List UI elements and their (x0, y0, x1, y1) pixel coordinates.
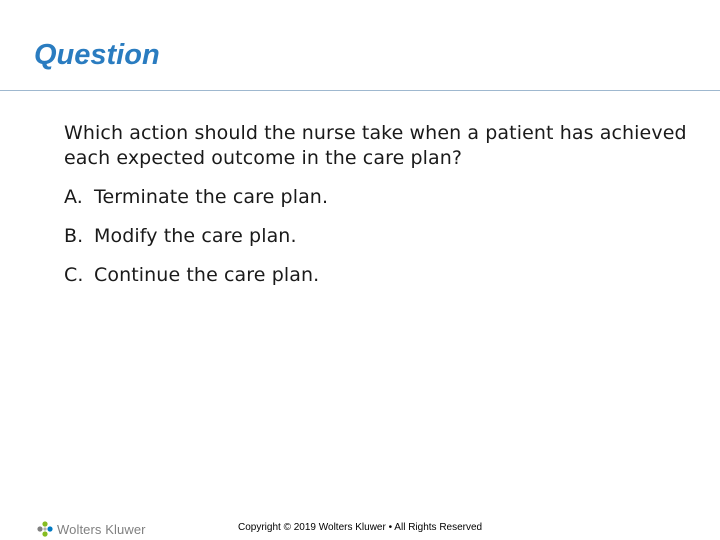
answer-option-c (64, 263, 704, 288)
title-divider (0, 90, 720, 91)
wolters-kluwer-logo-icon (36, 520, 54, 538)
answer-option-b (64, 224, 704, 249)
option-text: Terminate the care plan. (94, 186, 329, 208)
option-text: Continue the care plan. (94, 264, 320, 286)
logo-text: Wolters Kluwer (57, 521, 146, 537)
wolters-kluwer-logo (36, 519, 146, 539)
option-letter: A. (64, 186, 83, 208)
question-text: Which action should the nurse take when a patient has achieved each expected outcome in the care plan? (64, 122, 687, 169)
option-text: Modify the care plan. (94, 225, 297, 247)
copyright-text: Copyright © 2019 Wolters Kluwer • All Rights Reserved (238, 522, 483, 533)
answer-options-list (64, 185, 704, 288)
slide-title: Question (34, 39, 160, 71)
answer-option-a (64, 185, 704, 210)
option-letter: B. (64, 225, 84, 247)
slide-body (64, 121, 704, 288)
option-letter: C. (64, 264, 84, 286)
